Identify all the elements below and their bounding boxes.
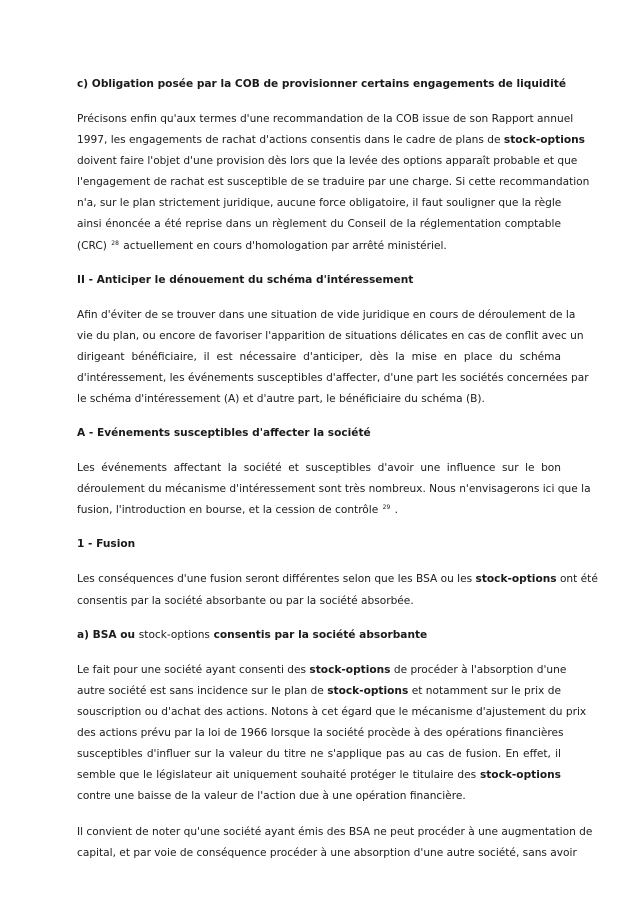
text-span: fusion, l'introduction en bourse, et la cession de contrôle	[77, 504, 379, 517]
text-span: consentis par la société absorbante	[209, 628, 428, 641]
section-heading-cob-obligation: c) Obligation posée par la COB de provisionner certains engagements de liquidité	[77, 78, 567, 90]
text-span: 1997, les engagements de rachat d'actions consentis dans le cadre de plans de	[77, 134, 504, 147]
bold-term: stock-options	[309, 663, 391, 676]
text-line: consentis par la société absorbante ou par la société absorbée.	[77, 594, 414, 607]
text-span: actuellement en cours d'homologation par arrêté ministériel.	[123, 239, 447, 252]
text-span: (CRC)	[77, 239, 107, 252]
text-line	[77, 500, 561, 521]
text-line: doivent faire l'objet d'une provision dès lors que la levée des options apparaît probable et que	[77, 155, 578, 168]
section-heading-evenements: A - Evénements susceptibles d'affecter la société	[77, 427, 371, 440]
text-line: capital, et par voie de conséquence procéder à une absorption d'une autre société, sans avoir	[77, 847, 577, 860]
text-line: vie du plan, ou encore de favoriser l'apparition de situations délicates en cas de conflit avec un	[77, 329, 584, 342]
bold-term: stock-options	[475, 573, 557, 586]
paragraph-evenements	[77, 458, 591, 521]
text-span: Les conséquences d'une fusion seront différentes selon que les BSA ou les	[77, 573, 476, 586]
text-line: d'intéressement, les événements susceptibles d'affecter, d'une part les sociétés concernées par	[77, 371, 589, 384]
paragraph-fusion	[77, 569, 598, 611]
paragraph-cob-recommendation	[77, 109, 590, 257]
text-line: Précisons enfin qu'aux termes d'une recommandation de la COB issue de son Rapport annuel	[77, 113, 574, 125]
bold-term: stock-options	[327, 684, 409, 697]
text-span: semble que le législateur ait uniquement souhaité protéger le titulaire des	[77, 769, 480, 782]
footnote-ref: 29	[382, 504, 391, 512]
text-line	[77, 236, 561, 257]
paragraph-anticiper	[77, 305, 589, 410]
text-line: des actions prévu par la loi de 1966 lorsque la société procède à des opérations financières	[77, 726, 564, 739]
text-line: dirigeant bénéficiaire, il est nécessaire d'anticiper, dès la mise en place du schéma	[77, 350, 561, 363]
text-span: a) BSA ou	[77, 628, 139, 641]
section-heading-fusion: 1 - Fusion	[77, 538, 136, 551]
text-line: le schéma d'intéressement (A) et d'autre part, le bénéficiaire du schéma (B).	[77, 393, 485, 406]
text-line: ainsi énoncée a été reprise dans un règlement du Conseil de la réglementation comptable	[77, 218, 561, 231]
text-line	[77, 765, 561, 786]
text-line: Les événements affectant la société et susceptibles d'avoir une influence sur le bon	[77, 462, 561, 475]
section-heading-absorbante	[77, 627, 561, 643]
bold-term: stock-options	[503, 134, 585, 147]
text-line: déroulement du mécanisme d'intéressement sont très nombreux. Nous n'envisagerons ici que la	[77, 483, 591, 496]
paragraph-absorbante	[77, 660, 587, 808]
text-span: autre société est sans incidence sur le plan de	[77, 684, 328, 697]
text-span: Le fait pour une société ayant consenti des	[77, 663, 310, 676]
text-span: de procéder à l'absorption d'une	[390, 663, 567, 676]
text-span: .	[394, 504, 399, 517]
text-line	[77, 681, 561, 702]
text-line: contre une baisse de la valeur de l'action due à une opération financière.	[77, 790, 466, 803]
text-line: Il convient de noter qu'une société ayant émis des BSA ne peut procéder à une augmentation de	[77, 826, 593, 839]
text-line	[77, 569, 598, 590]
footnote-ref: 28	[111, 239, 119, 247]
text-span: et notamment sur le prix de	[408, 684, 561, 697]
paragraph-bsa-emission	[77, 822, 593, 864]
bold-term: stock-options	[479, 769, 561, 782]
text-line: Afin d'éviter de se trouver dans une situation de vide juridique en cours de déroulement de la	[77, 308, 576, 321]
text-line: souscription ou d'achat des actions. Notons à cet égard que le mécanisme d'ajustement du prix	[77, 705, 587, 718]
text-line: n'a, sur le plan strictement juridique, aucune force obligatoire, il faut souligner que la règle	[77, 197, 562, 210]
normal-term: stock-options	[138, 628, 210, 641]
text-line: susceptibles d'influer sur la valeur du titre ne s'applique pas au cas de fusion. En effet, il	[77, 747, 561, 760]
text-span: ont été	[556, 573, 598, 586]
text-line	[77, 660, 567, 681]
section-heading-anticiper: II - Anticiper le dénouement du schéma d'intéressement	[77, 273, 414, 286]
text-line: l'engagement de rachat est susceptible de se traduire par une charge. Si cette recommandation	[77, 176, 590, 189]
document-page	[77, 76, 598, 879]
text-line	[77, 130, 585, 151]
